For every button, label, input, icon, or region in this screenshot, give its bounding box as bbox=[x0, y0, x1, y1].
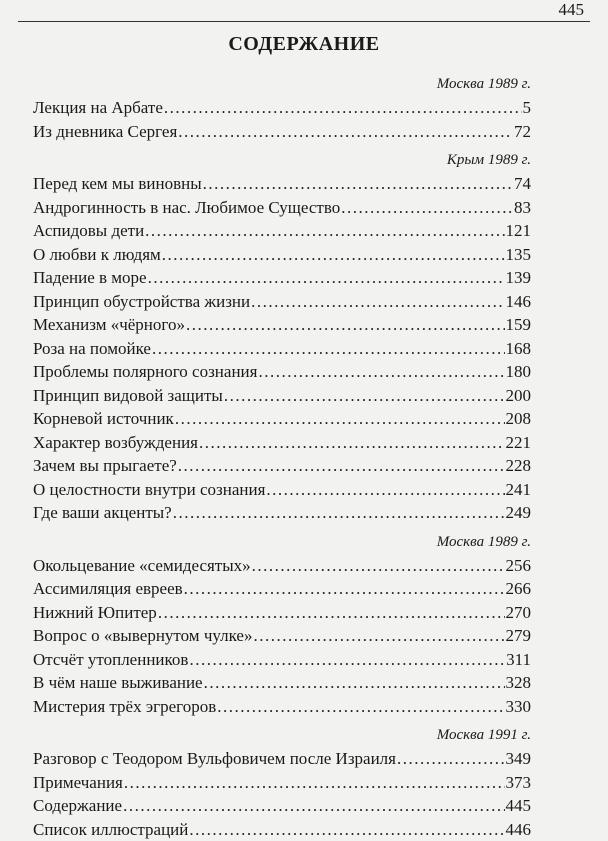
dot-leader bbox=[189, 648, 505, 672]
toc-entry[interactable] bbox=[33, 671, 531, 695]
dot-leader bbox=[266, 478, 504, 502]
toc-entry[interactable] bbox=[33, 601, 531, 625]
entry-page-number: 446 bbox=[506, 818, 532, 841]
entry-title: Содержание bbox=[33, 794, 122, 818]
entry-page-number: 249 bbox=[506, 501, 532, 525]
entry-title: Окольцевание «семидесятых» bbox=[33, 554, 251, 578]
entry-page-number: 168 bbox=[506, 337, 532, 361]
entry-page-number: 279 bbox=[506, 624, 532, 648]
toc-entry[interactable] bbox=[33, 648, 531, 672]
entry-page-number: 266 bbox=[506, 577, 532, 601]
toc-entry[interactable] bbox=[33, 577, 531, 601]
toc-entry[interactable] bbox=[33, 266, 531, 290]
entry-title: Отсчёт утопленников bbox=[33, 648, 188, 672]
entry-page-number: 445 bbox=[506, 794, 532, 818]
entry-title: Нижний Юпитер bbox=[33, 601, 157, 625]
entry-title: Характер возбуждения bbox=[33, 431, 198, 455]
dot-leader bbox=[186, 313, 505, 337]
toc-entry[interactable] bbox=[33, 501, 531, 525]
page-number: 445 bbox=[559, 0, 585, 20]
dot-leader bbox=[224, 384, 505, 408]
entry-title: Мистерия трёх эгрегоров bbox=[33, 695, 216, 719]
toc-entry[interactable] bbox=[33, 243, 531, 267]
entry-title: Андрогинность в нас. Любимое Существо bbox=[33, 196, 340, 220]
dot-leader bbox=[162, 243, 505, 267]
entry-title: Ассимиляция евреев bbox=[33, 577, 183, 601]
section-heading: Москва 1989 г. bbox=[33, 72, 531, 96]
entry-title: Падение в море bbox=[33, 266, 147, 290]
dot-leader bbox=[178, 454, 505, 478]
toc-entry[interactable] bbox=[33, 695, 531, 719]
entry-page-number: 221 bbox=[506, 431, 532, 455]
entry-page-number: 349 bbox=[506, 747, 532, 771]
toc-entry[interactable] bbox=[33, 624, 531, 648]
entry-page-number: 159 bbox=[506, 313, 532, 337]
entry-page-number: 74 bbox=[514, 172, 531, 196]
entry-page-number: 5 bbox=[523, 96, 532, 120]
dot-leader bbox=[152, 337, 505, 361]
entry-title: Зачем вы прыгаете? bbox=[33, 454, 177, 478]
entry-page-number: 328 bbox=[506, 671, 532, 695]
dot-leader bbox=[397, 747, 505, 771]
entry-page-number: 200 bbox=[506, 384, 532, 408]
dot-leader bbox=[253, 624, 504, 648]
toc-entry[interactable] bbox=[33, 478, 531, 502]
entry-title: Вопрос о «вывернутом чулке» bbox=[33, 624, 252, 648]
entry-title: Принцип обустройства жизни bbox=[33, 290, 250, 314]
dot-leader bbox=[189, 818, 504, 841]
entry-title: В чём наше выживание bbox=[33, 671, 203, 695]
toc-entry[interactable] bbox=[33, 454, 531, 478]
entry-title: Роза на помойке bbox=[33, 337, 151, 361]
entry-title: Проблемы полярного сознания bbox=[33, 360, 257, 384]
entry-title: Аспидовы дети bbox=[33, 219, 144, 243]
toc-entry[interactable] bbox=[33, 196, 531, 220]
entry-title: Список иллюстраций bbox=[33, 818, 188, 841]
dot-leader bbox=[203, 172, 513, 196]
entry-title: О целостности внутри сознания bbox=[33, 478, 265, 502]
dot-leader bbox=[175, 407, 505, 431]
toc-entry[interactable] bbox=[33, 290, 531, 314]
entry-title: Корневой источник bbox=[33, 407, 174, 431]
dot-leader bbox=[258, 360, 504, 384]
toc-entry[interactable] bbox=[33, 794, 531, 818]
dot-leader bbox=[158, 601, 505, 625]
entry-page-number: 330 bbox=[506, 695, 532, 719]
toc-entry[interactable] bbox=[33, 818, 531, 841]
entry-page-number: 135 bbox=[506, 243, 532, 267]
dot-leader bbox=[123, 794, 504, 818]
dot-leader bbox=[252, 554, 505, 578]
entry-title: Механизм «чёрного» bbox=[33, 313, 185, 337]
entry-title: Примечания bbox=[33, 771, 123, 795]
toc-entry[interactable] bbox=[33, 747, 531, 771]
dot-leader bbox=[199, 431, 505, 455]
dot-leader bbox=[251, 290, 504, 314]
dot-leader bbox=[148, 266, 505, 290]
entry-page-number: 270 bbox=[506, 601, 532, 625]
section-heading: Москва 1989 г. bbox=[33, 530, 531, 554]
entry-page-number: 146 bbox=[506, 290, 532, 314]
toc-entry[interactable] bbox=[33, 431, 531, 455]
entry-title: Лекция на Арбате bbox=[33, 96, 163, 120]
entry-page-number: 83 bbox=[514, 196, 531, 220]
entry-title: Принцип видовой защиты bbox=[33, 384, 223, 408]
toc-entry[interactable] bbox=[33, 96, 531, 120]
toc-entry[interactable] bbox=[33, 337, 531, 361]
dot-leader bbox=[184, 577, 505, 601]
dot-leader bbox=[124, 771, 505, 795]
entry-title: Из дневника Сергея bbox=[33, 120, 177, 144]
section-heading: Крым 1989 г. bbox=[33, 148, 531, 172]
toc-entry[interactable] bbox=[33, 120, 531, 144]
toc-entry[interactable] bbox=[33, 313, 531, 337]
dot-leader bbox=[173, 501, 505, 525]
entry-page-number: 311 bbox=[506, 648, 531, 672]
dot-leader bbox=[178, 120, 513, 144]
dot-leader bbox=[217, 695, 504, 719]
toc-entry[interactable] bbox=[33, 771, 531, 795]
toc-entry[interactable] bbox=[33, 554, 531, 578]
entry-page-number: 208 bbox=[506, 407, 532, 431]
entry-page-number: 228 bbox=[506, 454, 532, 478]
entry-title: Разговор с Теодором Вульфовичем после Израиля bbox=[33, 747, 396, 771]
top-rule bbox=[18, 21, 590, 22]
toc-entry[interactable] bbox=[33, 172, 531, 196]
entry-title: Где ваши акценты? bbox=[33, 501, 172, 525]
section-heading: Москва 1991 г. bbox=[33, 723, 531, 747]
entry-title: О любви к людям bbox=[33, 243, 161, 267]
toc-entry[interactable] bbox=[33, 407, 531, 431]
page-title: СОДЕРЖАНИЕ bbox=[0, 33, 608, 56]
entry-page-number: 121 bbox=[506, 219, 532, 243]
toc-entry[interactable] bbox=[33, 219, 531, 243]
dot-leader bbox=[341, 196, 513, 220]
dot-leader bbox=[145, 219, 504, 243]
entry-page-number: 180 bbox=[506, 360, 532, 384]
toc-entry[interactable] bbox=[33, 360, 531, 384]
entry-page-number: 139 bbox=[506, 266, 532, 290]
entry-page-number: 373 bbox=[506, 771, 532, 795]
entry-page-number: 241 bbox=[506, 478, 532, 502]
toc-entry[interactable] bbox=[33, 384, 531, 408]
entry-page-number: 256 bbox=[506, 554, 532, 578]
entry-page-number: 72 bbox=[514, 120, 531, 144]
entry-title: Перед кем мы виновны bbox=[33, 172, 202, 196]
dot-leader bbox=[164, 96, 522, 120]
table-of-contents bbox=[33, 72, 531, 841]
dot-leader bbox=[204, 671, 505, 695]
